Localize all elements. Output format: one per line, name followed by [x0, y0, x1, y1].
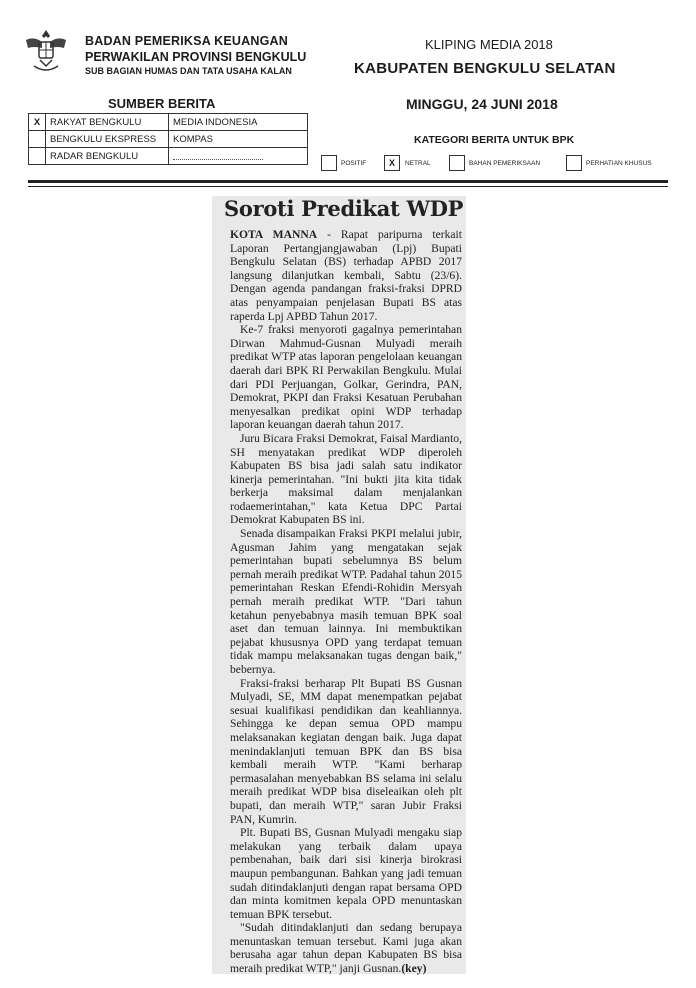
source-name: RADAR BENGKULU: [46, 148, 169, 165]
org-branch: PERWAKILAN PROVINSI BENGKULU: [85, 50, 307, 64]
category-checkbox-positif: [321, 155, 337, 171]
source-other-blank: [169, 148, 308, 165]
article-paragraph: Senada disampaikan Fraksi PKPI melalui jubir, Agusman Jahim yang mengatakan sejak pemerintahan bupati sebelumnya BS belum pernah meraih predikat WTP. Padahal tahun 2015 pemerintahan Reskan Efendi-Rohidin Mersyah pernah meraih predikat WTP. "Dari tahun ketahun penyebabnya masih temuan BPK soal aset dan temuan lainnya. Ini membuktikan pejabat khususnya OPD yang terdapat temuan tidak mampu melaksanakan tugas dengan baik," bebernya.: [230, 527, 462, 676]
category-label: PERHATIAN KHUSUS: [586, 160, 652, 167]
article-paragraph: Plt. Bupati BS, Gusnan Mulyadi mengaku siap melakukan yang terbaik dalam upaya pembenahan, baik dari sisi kinerja birokrasi maupun pembangunan. Bahkan yang jadi temuan sudah ditindaklanjuti dengan rapat bersama OPD dan minta komitmen kepala OPD menuntaskan temuan BPK tersebut.: [230, 826, 462, 921]
article-paragraph: KOTA MANNA - Rapat paripurna terkait Laporan Pertangjangjawaban (Lpj) Bupati Bengkulu Selatan (BS) terhadap APBD 2017 langsung dilanjutkan kembali, Sabtu (23/6). Dengan agenda pandangan fraksi-fraksi DPRD atas penyampaian penjelasan Bupati BS atas raperda Lpj APBD Tahun 2017.: [230, 228, 462, 323]
source-check-mark: X: [29, 114, 46, 131]
source-name: KOMPAS: [169, 131, 308, 148]
category-checkbox-netral: X: [384, 155, 400, 171]
source-table: [28, 113, 308, 165]
category-label: POSITIF: [341, 160, 367, 167]
source-check-mark: [29, 148, 46, 165]
garuda-emblem-icon: [22, 26, 70, 76]
article-paragraph: Juru Bicara Fraksi Demokrat, Faisal Mardianto, SH menyatakan predikat WDP diperoleh Kabupaten BS bisa jadi salah satu indikator kinerja pemerintahan. "Ini bukti jita kita tidak berkerja maksimal dalam menjalankan rodaemerintahan," kata Ketua DPC Partai Demokrat Kabupaten BS ini.: [230, 431, 462, 527]
article-paragraph: Fraksi-fraksi berharap Plt Bupati BS Gusnan Mulyadi, SE, MM dapat menempatkan pejabat sesuai kualifikasi pendidikan dan keahliannya. Sehingga ke depan semua OPD mampu melaksanakan kegiatan dengan baik. Juga dapat menindaklanjuti temuan BPK dan BS bisa kembali meraih WTP. "Kami berharap permasalahan menyebabkan BS selama ini selalu meraih predikat WDP bisa diseleaikan oleh plt bupati, dan meraih WTP," saran Jubir Fraksi PAN, Kumrin.: [230, 676, 462, 826]
source-row: [29, 114, 308, 131]
org-division: SUB BAGIAN HUMAS DAN TATA USAHA KALAN: [85, 66, 292, 76]
source-row: [29, 148, 308, 165]
clipping-date: MINGGU, 24 JUNI 2018: [406, 96, 558, 112]
category-checkbox-bahan-pemeriksaan: [449, 155, 465, 171]
category-label: NETRAL: [405, 160, 431, 167]
kliping-title: KLIPING MEDIA 2018: [425, 37, 553, 52]
source-row: [29, 131, 308, 148]
org-name: BADAN PEMERIKSA KEUANGAN: [85, 34, 288, 48]
header-divider-thin: [28, 186, 668, 187]
header-divider: [28, 180, 668, 183]
article-signoff: (key): [401, 962, 427, 976]
source-name: RAKYAT BENGKULU: [46, 114, 169, 131]
region-title: KABUPATEN BENGKULU SELATAN: [354, 60, 616, 77]
category-section-title: KATEGORI BERITA UNTUK BPK: [414, 134, 575, 146]
source-name: BENGKULU EKSPRESS: [46, 131, 169, 148]
source-name: MEDIA INDONESIA: [169, 114, 308, 131]
article-paragraph: Ke-7 fraksi menyoroti gagalnya pemerintahan Dirwan Mahmud-Gusnan Mulyadi meraih predikat WTP atas laporan pengelolaan keuangan daerah dari BPK RI Perwakilan Bengkulu. Mulai dari PDI Perjuangan, Golkar, Gerindra, PAN, Demokrat, PKPI dan Fraksi Kesatuan Perubahan menyesalkan predikat opini WDP terhadap laporan keuangan daerah tahun 2017.: [230, 323, 462, 432]
article-body: [230, 228, 462, 976]
category-checkbox-perhatian-khusus: [566, 155, 582, 171]
article-paragraph: "Sudah ditindaklanjuti dan sedang berupaya menuntaskan temuan tersebut. Kami juga akan berusaha agar tahun depan Kabupaten BS bisa meraih predikat WTP," janji Gusnan.(key): [230, 921, 462, 976]
category-label: BAHAN PEMERIKSAAN: [469, 160, 541, 167]
source-section-title: SUMBER BERITA: [108, 96, 216, 111]
article-dateline: KOTA MANNA: [230, 228, 318, 241]
article-headline: Soroti Predikat WDP: [224, 196, 464, 221]
source-check-mark: [29, 131, 46, 148]
